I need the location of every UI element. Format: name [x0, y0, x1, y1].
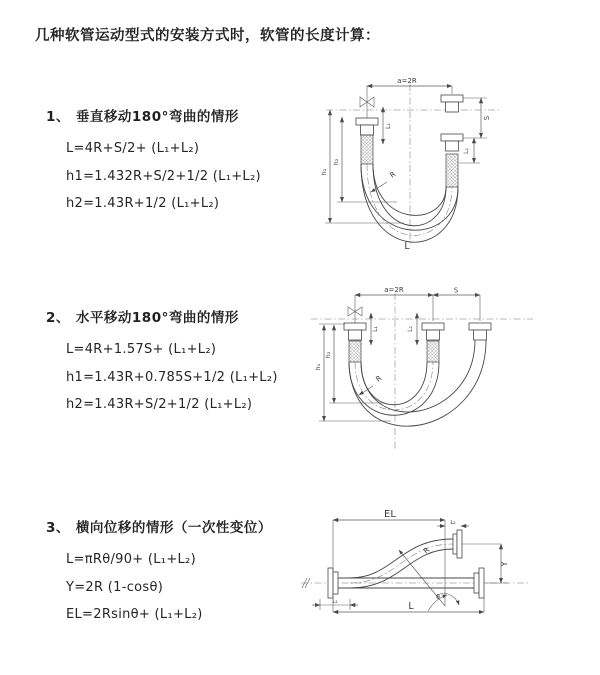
braided-hose-end: [349, 341, 361, 362]
centerlines: [326, 84, 500, 244]
u-bend-hose-position1: [349, 362, 439, 415]
dim-label-a2r: a=2R: [397, 77, 417, 85]
radius-label: R: [387, 169, 398, 180]
diagram-vertical-180-bend: [302, 72, 594, 254]
section-1-heading: [46, 105, 261, 125]
dim-label-h1: h₁: [314, 363, 322, 371]
upper-right-flange: [453, 530, 501, 558]
right-pipe-fitting: [469, 323, 491, 340]
formula-EL: EL=2Rsinθ+ (L₁+L₂): [66, 607, 203, 622]
formula-L: L=4R+S/2+ (L₁+L₂): [66, 141, 200, 156]
formula-Y: Y=2R (1-cosθ): [66, 579, 164, 595]
dim-label-l2: L₂: [463, 148, 470, 154]
middle-pipe-fitting: [422, 323, 444, 362]
section-2-title: 水平移动180°弯曲的情形: [75, 310, 239, 326]
section-3-title: 横向位移的情形（一次性变位）: [75, 520, 272, 536]
centerlines: [311, 293, 533, 451]
section-2: [46, 306, 278, 419]
section-3: [46, 516, 272, 629]
dimension-a2r: [355, 286, 433, 295]
page-title: 几种软管运动型式的安装方式时，软管的长度计算：: [35, 28, 380, 44]
braided-hose-end: [446, 154, 458, 187]
formula-h2: h2=1.43R+1/2 (L₁+L₂): [66, 196, 220, 211]
left-pipe-fitting: [344, 323, 366, 362]
section-1: [46, 105, 261, 218]
length-label: L: [404, 241, 410, 252]
dimension-y: [484, 544, 509, 583]
left-pipe-fitting: [356, 118, 378, 164]
radius-label: R: [421, 545, 432, 556]
formula-L: L=4R+1.57S+ (L₁+L₂): [66, 342, 217, 357]
u-bend-hose: [361, 164, 458, 242]
dim-label-s: S: [483, 115, 491, 121]
dim-label-l2: L₂: [450, 520, 456, 526]
dim-label-el: EL: [384, 509, 396, 520]
section-1-title: 垂直移动180°弯曲的情形: [75, 109, 239, 125]
s-curve-hose-position2: [350, 539, 453, 588]
dimension-s: [433, 287, 480, 322]
dimension-a2r: [367, 77, 452, 94]
valve-icon: [348, 295, 362, 323]
dim-label-l1: L₁: [372, 326, 379, 332]
dim-label-l1: L₁: [332, 599, 338, 605]
u-bend-hose-position2: [349, 340, 486, 426]
dim-label-a2r: a=2R: [384, 286, 404, 294]
diagram-lateral-displacement: [298, 498, 598, 633]
dim-label-s: S: [453, 286, 459, 295]
dimension-s: [463, 98, 491, 138]
dim-label-y: Y: [500, 561, 509, 567]
dim-label-l2: L₂: [407, 326, 414, 332]
formula-L: L=πRθ/90+ (L₁+L₂): [66, 552, 196, 567]
diagram-horizontal-180-bend: [303, 283, 593, 458]
dimension-l2: [459, 138, 480, 163]
braided-hose-end: [361, 135, 373, 164]
section-3-number: 3、: [46, 520, 70, 536]
dim-label-h1: h₁: [320, 168, 328, 176]
dimension-l2: [437, 520, 469, 526]
dimension-l1: [371, 313, 379, 345]
section-2-number: 2、: [46, 310, 70, 326]
section-3-heading: [46, 516, 272, 536]
dim-label-h2: h₂: [332, 158, 340, 166]
dim-label-l1: L₁: [385, 123, 392, 129]
dimension-l1: [312, 599, 358, 610]
lower-right-flange: [474, 568, 484, 598]
dimension-el: [333, 509, 445, 612]
braided-hose-end: [427, 341, 439, 362]
formula-h1: h1=1.432R+S/2+1/2 (L₁+L₂): [66, 168, 261, 184]
dimension-l2: [407, 313, 417, 345]
dim-label-h2: h₂: [324, 351, 332, 359]
dimension-l1: [383, 107, 392, 144]
angle-label: θ: [436, 594, 440, 601]
angle-callout: [428, 593, 459, 611]
section-2-heading: [46, 306, 278, 326]
radius-label: R: [373, 373, 384, 384]
dim-label-l: L: [408, 601, 414, 612]
right-pipe-fitting: [441, 95, 463, 187]
valve-icon: [360, 86, 374, 118]
formula-h2: h2=1.43R+S/2+1/2 (L₁+L₂): [66, 397, 253, 412]
section-1-number: 1、: [46, 109, 70, 125]
formula-h1: h1=1.43R+0.785S+1/2 (L₁+L₂): [66, 369, 278, 385]
